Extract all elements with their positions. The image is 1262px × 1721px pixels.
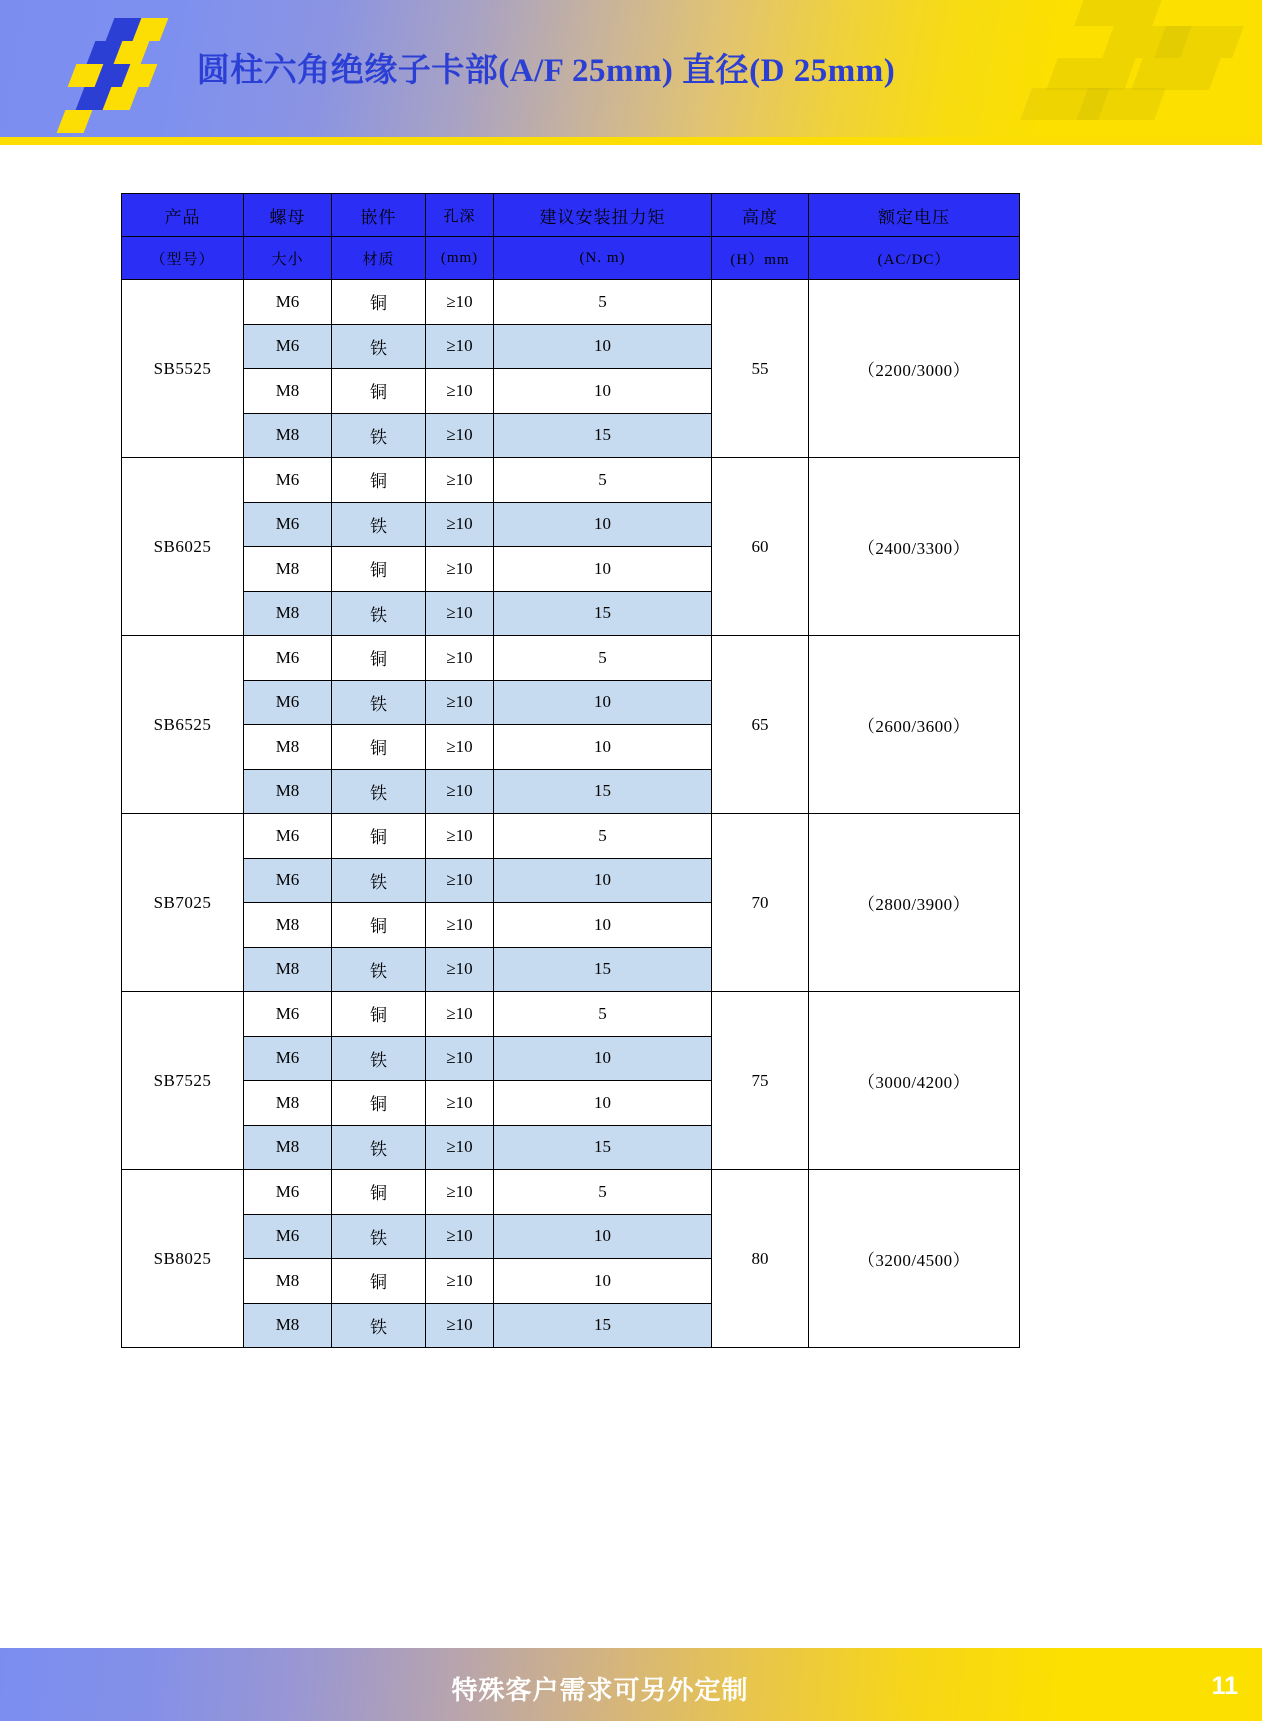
cell-material: 铜 [332,814,426,859]
cell-hole-depth: ≥10 [426,992,494,1037]
cell-model: SB6025 [122,458,244,636]
cell-hole-depth: ≥10 [426,1036,494,1081]
table-row [122,458,1020,503]
cell-material: 铁 [332,324,426,369]
cell-size: M6 [244,1214,332,1259]
cell-size: M6 [244,814,332,859]
cell-material: 铜 [332,280,426,325]
cell-size: M6 [244,502,332,547]
cell-hole-depth: ≥10 [426,903,494,948]
table-row [122,992,1020,1037]
cell-size: M6 [244,1036,332,1081]
cell-torque: 10 [494,1259,712,1304]
cell-torque: 10 [494,547,712,592]
cell-hole-depth: ≥10 [426,324,494,369]
cell-torque: 5 [494,814,712,859]
cell-height: 55 [712,280,809,458]
cell-material: 铁 [332,680,426,725]
cell-height: 60 [712,458,809,636]
cell-hole-depth: ≥10 [426,947,494,992]
specification-table [121,193,1020,1348]
cell-material: 铁 [332,1214,426,1259]
cell-hole-depth: ≥10 [426,680,494,725]
table-head [122,194,1020,280]
column-header-voltage: 额定电压 [809,194,1020,237]
cell-size: M6 [244,858,332,903]
cell-material: 铜 [332,369,426,414]
cell-torque: 10 [494,369,712,414]
cell-model: SB7025 [122,814,244,992]
cell-material: 铁 [332,502,426,547]
cell-hole-depth: ≥10 [426,1125,494,1170]
cell-hole-depth: ≥10 [426,1170,494,1215]
cell-hole-depth: ≥10 [426,1303,494,1348]
cell-rated-voltage: （2800/3900） [809,814,1020,992]
cell-hole-depth: ≥10 [426,858,494,903]
cell-material: 铁 [332,1125,426,1170]
cell-model: SB8025 [122,1170,244,1348]
cell-hole-depth: ≥10 [426,1081,494,1126]
column-header-torque: 建议安装扭力矩 [494,194,712,237]
table-row [122,280,1020,325]
cell-torque: 15 [494,413,712,458]
table-header-row-2 [122,237,1020,280]
cell-size: M6 [244,458,332,503]
cell-material: 铁 [332,413,426,458]
footer-note: 特殊客户需求可另外定制 [451,1676,749,1705]
cell-torque: 5 [494,458,712,503]
cell-torque: 10 [494,1081,712,1126]
page-title: 圆柱六角绝缘子卡部(A/F 25mm) 直径(D 25mm) [196,53,896,89]
cell-torque: 15 [494,591,712,636]
cell-material: 铜 [332,1259,426,1304]
cell-hole-depth: ≥10 [426,725,494,770]
cell-hole-depth: ≥10 [426,369,494,414]
cell-model: SB6525 [122,636,244,814]
column-subheader-acdc: (AC/DC） [809,237,1020,280]
cell-size: M8 [244,903,332,948]
cell-torque: 10 [494,725,712,770]
cell-size: M8 [244,1125,332,1170]
cell-material: 铁 [332,947,426,992]
cell-height: 65 [712,636,809,814]
cell-material: 铜 [332,458,426,503]
cell-model: SB5525 [122,280,244,458]
cell-hole-depth: ≥10 [426,280,494,325]
cell-size: M8 [244,725,332,770]
cell-size: M8 [244,547,332,592]
column-header-nut: 螺母 [244,194,332,237]
cell-size: M6 [244,636,332,681]
column-header-height: 高度 [712,194,809,237]
cell-size: M6 [244,1170,332,1215]
cell-material: 铜 [332,1081,426,1126]
cell-hole-depth: ≥10 [426,1259,494,1304]
cell-torque: 10 [494,1214,712,1259]
cell-height: 75 [712,992,809,1170]
cell-torque: 15 [494,1303,712,1348]
cell-size: M6 [244,324,332,369]
cell-rated-voltage: （3200/4500） [809,1170,1020,1348]
cell-material: 铜 [332,903,426,948]
column-subheader-nm: (N. m) [494,237,712,280]
cell-size: M8 [244,947,332,992]
column-subheader-size: 大小 [244,237,332,280]
cell-size: M6 [244,280,332,325]
column-subheader-model: （型号） [122,237,244,280]
cell-torque: 10 [494,680,712,725]
column-header-insert: 嵌件 [332,194,426,237]
cell-height: 70 [712,814,809,992]
cell-material: 铁 [332,1303,426,1348]
column-header-hole-depth: 孔深 [426,194,494,237]
cell-material: 铜 [332,725,426,770]
cell-material: 铜 [332,547,426,592]
cell-rated-voltage: （3000/4200） [809,992,1020,1170]
cell-material: 铁 [332,858,426,903]
cell-torque: 10 [494,502,712,547]
cell-torque: 15 [494,947,712,992]
page-footer [0,1648,1262,1721]
cell-hole-depth: ≥10 [426,591,494,636]
cell-torque: 5 [494,280,712,325]
cell-torque: 10 [494,324,712,369]
column-subheader-material: 材质 [332,237,426,280]
cell-rated-voltage: （2600/3600） [809,636,1020,814]
cell-size: M8 [244,369,332,414]
cell-torque: 5 [494,992,712,1037]
page-number: 11 [1211,1672,1238,1700]
cell-torque: 5 [494,636,712,681]
cell-size: M8 [244,1081,332,1126]
column-subheader-mm: (mm) [426,237,494,280]
table-body [122,280,1020,1348]
cell-size: M8 [244,591,332,636]
cell-height: 80 [712,1170,809,1348]
header-yellow-stripe [0,137,1262,145]
column-subheader-h-mm: (H）mm [712,237,809,280]
table-row [122,1170,1020,1215]
cell-material: 铜 [332,636,426,681]
cell-torque: 15 [494,1125,712,1170]
cell-torque: 5 [494,1170,712,1215]
cell-size: M6 [244,680,332,725]
cell-torque: 15 [494,769,712,814]
cell-torque: 10 [494,1036,712,1081]
cell-hole-depth: ≥10 [426,769,494,814]
cell-hole-depth: ≥10 [426,1214,494,1259]
table-row [122,814,1020,859]
cell-hole-depth: ≥10 [426,636,494,681]
cell-size: M6 [244,992,332,1037]
table-header-row-1 [122,194,1020,237]
cell-torque: 10 [494,903,712,948]
cell-material: 铁 [332,769,426,814]
cell-hole-depth: ≥10 [426,502,494,547]
table-row [122,636,1020,681]
specification-table-container [121,193,1019,1348]
cell-material: 铜 [332,992,426,1037]
cell-size: M8 [244,413,332,458]
column-header-product: 产品 [122,194,244,237]
cell-material: 铜 [332,1170,426,1215]
cell-material: 铁 [332,1036,426,1081]
cell-hole-depth: ≥10 [426,458,494,503]
cell-hole-depth: ≥10 [426,814,494,859]
cell-size: M8 [244,1259,332,1304]
cell-rated-voltage: （2200/3000） [809,280,1020,458]
cell-rated-voltage: （2400/3300） [809,458,1020,636]
cell-hole-depth: ≥10 [426,413,494,458]
cell-model: SB7525 [122,992,244,1170]
cell-hole-depth: ≥10 [426,547,494,592]
cell-torque: 10 [494,858,712,903]
cell-size: M8 [244,769,332,814]
cell-material: 铁 [332,591,426,636]
page-header [0,0,1262,145]
cell-size: M8 [244,1303,332,1348]
